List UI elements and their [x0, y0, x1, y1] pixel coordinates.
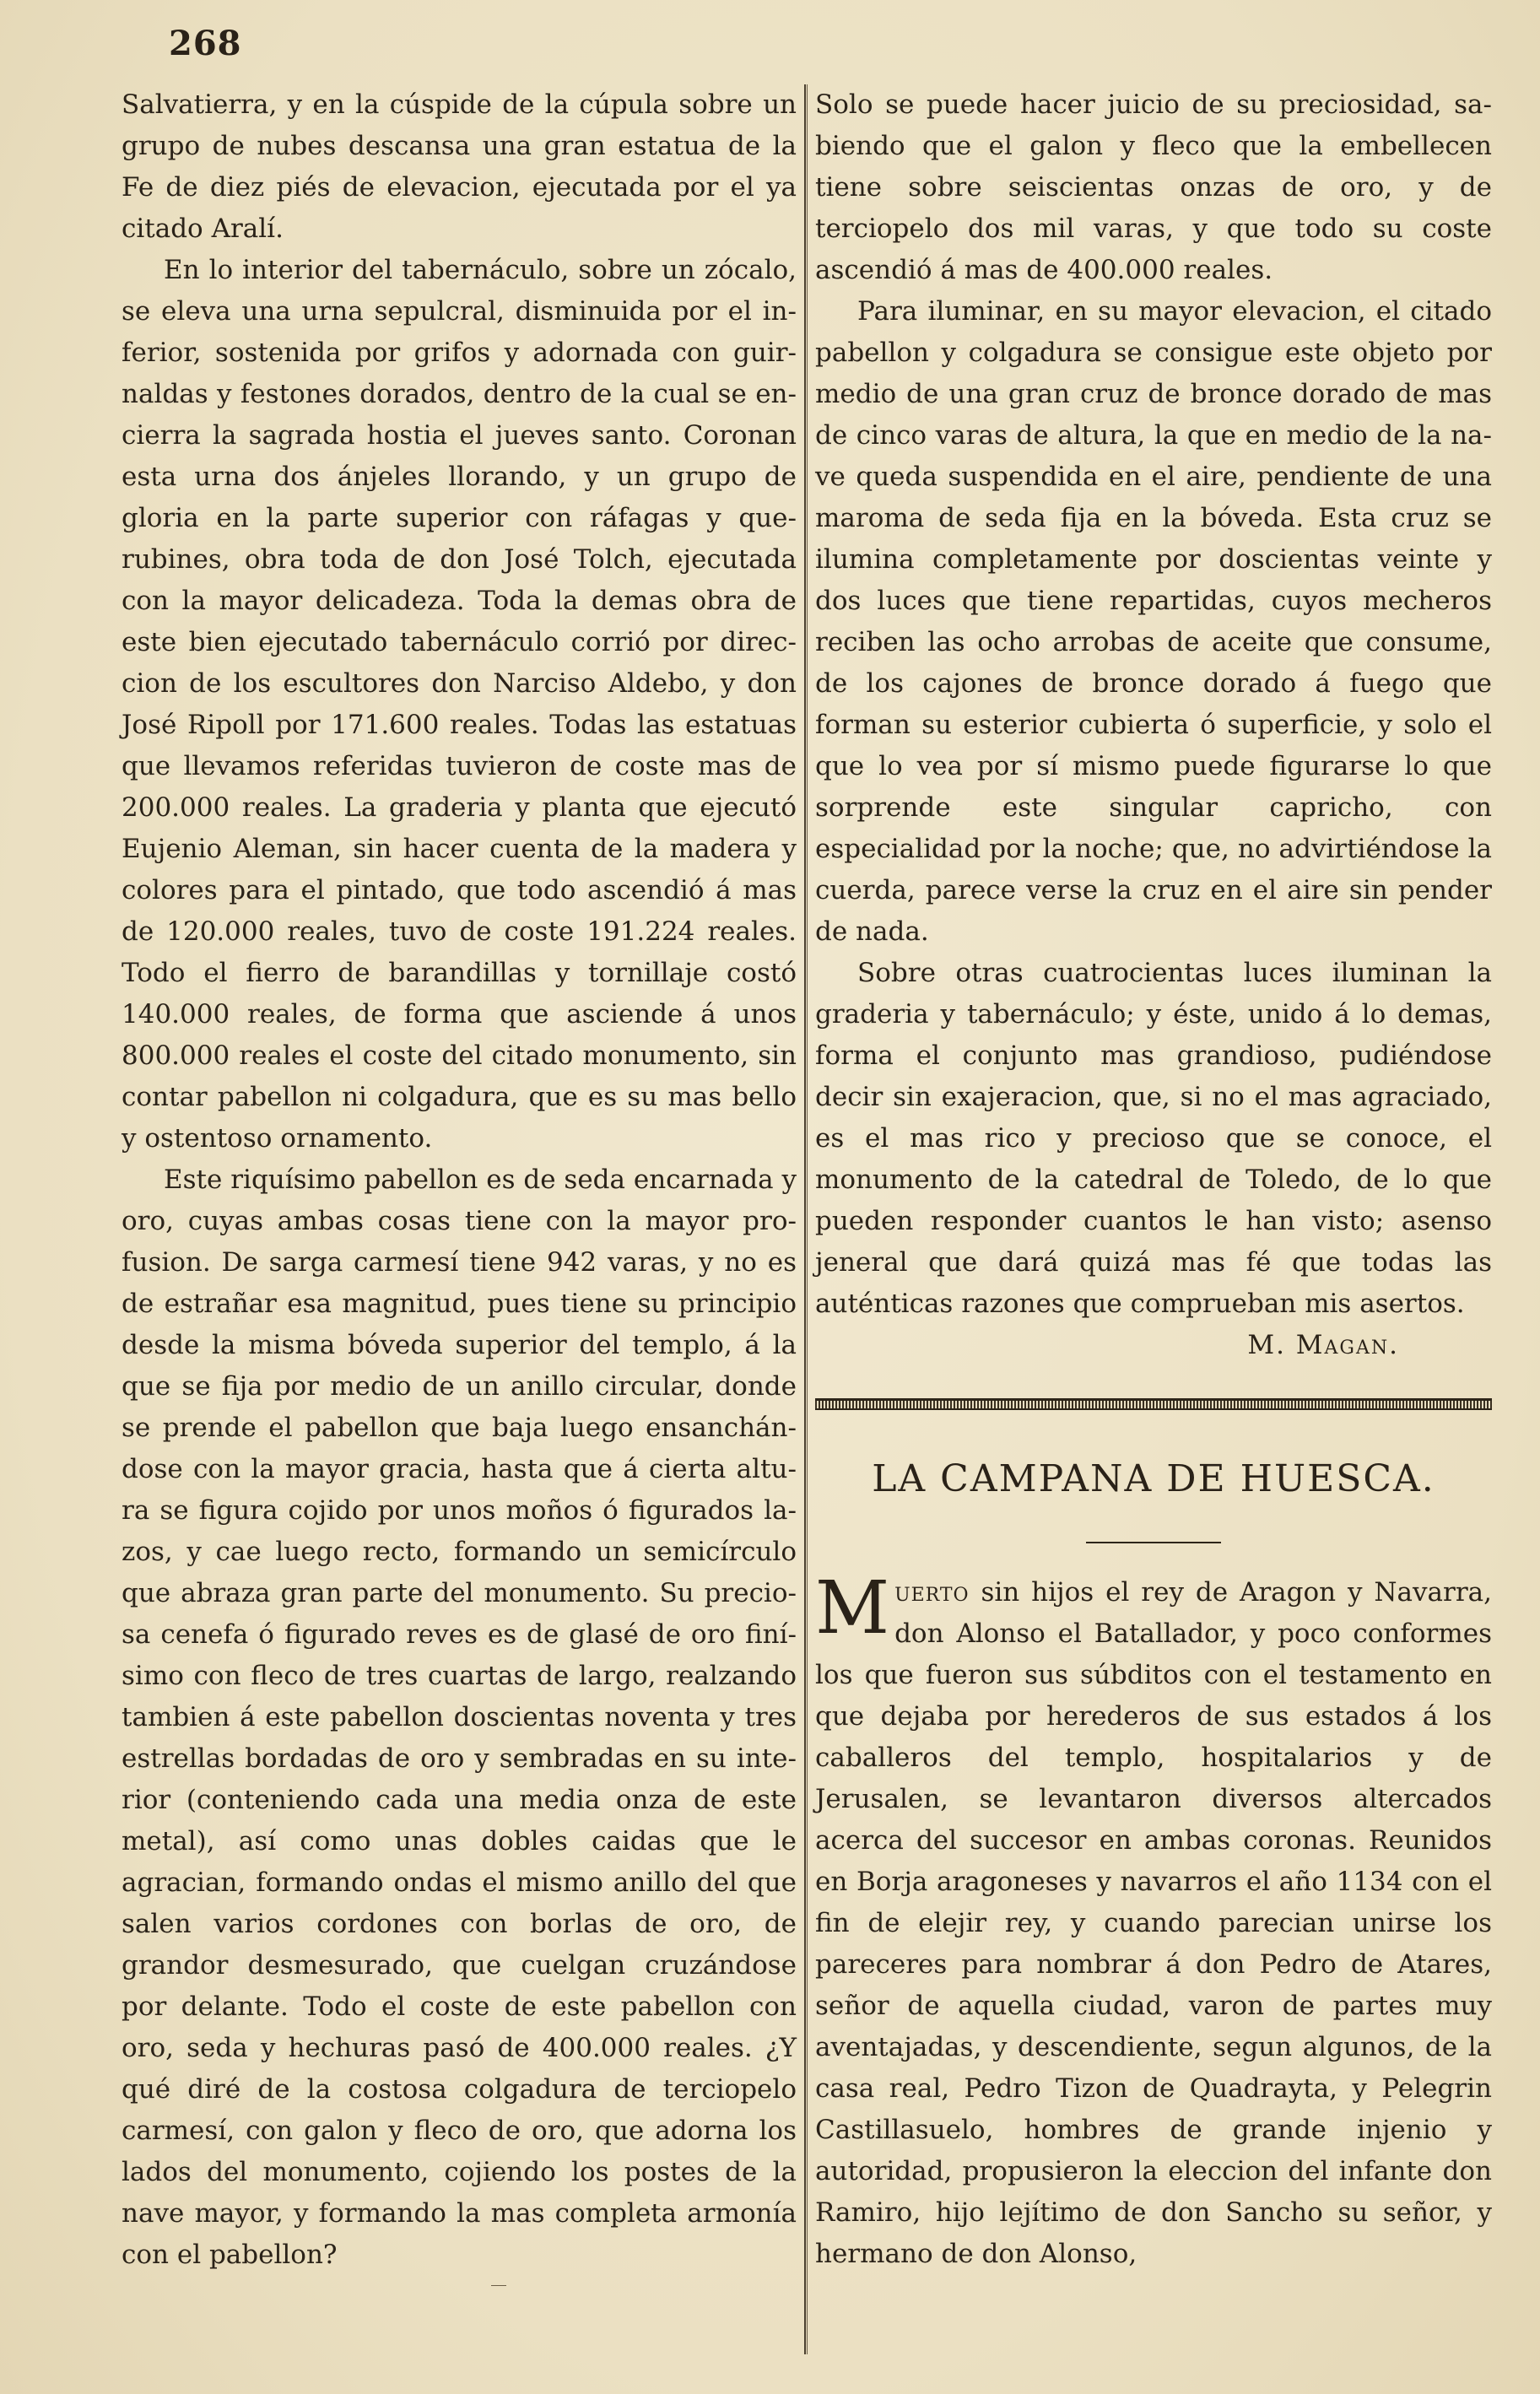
- paragraph: Para iluminar, en su mayor elevacion, el citado pabellon y colgadura se consigue este objeto por medio de una gran cruz de bronce dorado de mas de cinco varas de altura, la que en medio de la nave queda suspendida en el aire, pendiente de una maroma de seda fija en la bóveda. Esta cruz se ilumina completamente por doscientas veinte y dos luces que tiene repartidas, cuyos mecheros reciben las ocho arrobas de aceite que consume, de los cajones de bronce dorado á fuego que forman su esterior cubierta ó superficie, y solo el que lo vea por sí mismo puede figurarse lo que sorprende este singular capricho, con especialidad por la noche; que, no advirtiéndose la cuerda, parece verse la cruz en el aire sin pender de nada.: [815, 296, 1492, 947]
- paragraph: Este riquísimo pabellon es de seda encarnada y oro, cuyas ambas cosas tiene con la mayor profusion. De sarga carmesí tiene 942 varas, y no es de estrañar esa magnitud, pues tiene su principio desde la misma bóveda superior del templo, á la que se fija por medio de un anillo circular, donde se prende el pabellon que baja luego ensanchándose con la mayor gracia, hasta que á cierta altura se figura cojido por unos moños ó figurados lazos, y cae luego recto, formando un semicírculo que abraza gran parte del monumento. Su preciosa cenefa ó figurado reves es de glasé de oro finísimo con fleco de tres cuartas de largo, realzando tambien á este pabellon doscientas noventa y tres estrellas bordadas de oro y sembradas en su interior (conteniendo cada una media onza de este metal), así como unas dobles caidas que le agracian, formando ondas el mismo anillo del que salen varios cordones con borlas de oro, de grandor desmesurado, que cuelgan cruzándose por delante. Todo el coste de este pabellon con oro, seda y hechuras pasó de 400.000 reales. ¿Y qué diré de la costosa colgadura de terciopelo carmesí, con galon y fleco de oro, que adorna los lados del monumento, cojiendo los postes de la nave mayor, y formando la mas completa armonía con el pabellon?: [122, 1165, 797, 2270]
- paragraph: Solo se puede hacer juicio de su preciosidad, sabiendo que el galon y fleco que la embellecen tiene sobre seiscientas onzas de oro, y de terciopelo dos mil varas, y que todo su coste ascendió á mas de 400.000 reales.: [815, 89, 1492, 285]
- foot-mark: [491, 2285, 506, 2286]
- article-title: LA CAMPANA DE HUESCA.: [872, 1457, 1435, 1500]
- first-word: uerto: [894, 1577, 970, 1608]
- paragraph: Salvatierra, y en la cúspide de la cúpula sobre un grupo de nubes descansa una gran estatua de la Fe de diez piés de elevacion, ejecutada por el ya citado Aralí.: [122, 89, 797, 244]
- right-column: [815, 84, 1492, 2275]
- paragraph: Sobre otras cuatrocientas luces iluminan la graderia y tabernáculo; y éste, unido á lo demas, forma el conjunto mas grandioso, pudiéndose decir sin exajeracion, que, si no el mas agraciado, es el mas rico y precioso que se conoce, el monumento de la catedral de Toledo, de lo que pueden responder cuantos le han visto; asenso jeneral que dará quizá mas fé que todas las auténticas razones que comprueban mis asertos.: [815, 958, 1492, 1319]
- article-paragraph: [815, 1566, 1492, 2275]
- title-rule: [1086, 1542, 1221, 1543]
- section-rule: [815, 1398, 1492, 1410]
- left-column: [122, 84, 797, 2276]
- page-number: 268: [169, 24, 242, 63]
- column-divider: [804, 84, 808, 2354]
- drop-cap: M: [815, 1566, 890, 1651]
- article-text: sin hijos el rey de Aragon y Navarra, don Alonso el Batallador, y poco conformes los que fueron sus súbditos con el testamento en que dejaba por herederos de sus estados á los caballeros del templo, hospitalarios y de Jerusalen, se levantaron diversos altercados acerca del succesor en ambas coronas. Reunidos en Borja aragoneses y navarros el año 1134 con el fin de elejir rey, y cuando parecian unirse los pareceres para nombrar á don Pedro de Atares, señor de aquella ciudad, varon de partes muy aventajadas, y descendiente, segun algunos, de la casa real, Pedro Tizon de Quadrayta, y Pelegrin Castillasuelo, hombres de grande injenio y autoridad, propusieron la eleccion del infante don Ramiro, hijo lejítimo de don Sancho su señor, y hermano de don Alonso,: [815, 1577, 1492, 2269]
- article-body: [815, 1566, 1492, 2275]
- author-signature: M. Magan.: [1247, 1330, 1399, 1360]
- paragraph: En lo interior del tabernáculo, sobre un zócalo, se eleva una urna sepulcral, disminuida por el inferior, sostenida por grifos y adornada con guirnaldas y festones dorados, dentro de la cual se encierra la sagrada hostia el jueves santo. Coronan esta urna dos ánjeles llorando, y un grupo de gloria en la parte superior con ráfagas y querubines, obra toda de don José Tolch, ejecutada con la mayor delicadeza. Toda la demas obra de este bien ejecutado tabernáculo corrió por direccion de los escultores don Narciso Aldebo, y don José Ripoll por 171.600 reales. Todas las estatuas que llevamos referidas tuvieron de coste mas de 200.000 reales. La graderia y planta que ejecutó Eujenio Aleman, sin hacer cuenta de la madera y colores para el pintado, que todo ascendió á mas de 120.000 reales, tuvo de coste 191.224 reales. Todo el fierro de barandillas y tornillaje costó 140.000 reales, de forma que asciende á unos 800.000 reales el coste del citado monumento, sin contar pabellon ni colgadura, que es su mas bello y ostentoso ornamento.: [122, 255, 797, 1154]
